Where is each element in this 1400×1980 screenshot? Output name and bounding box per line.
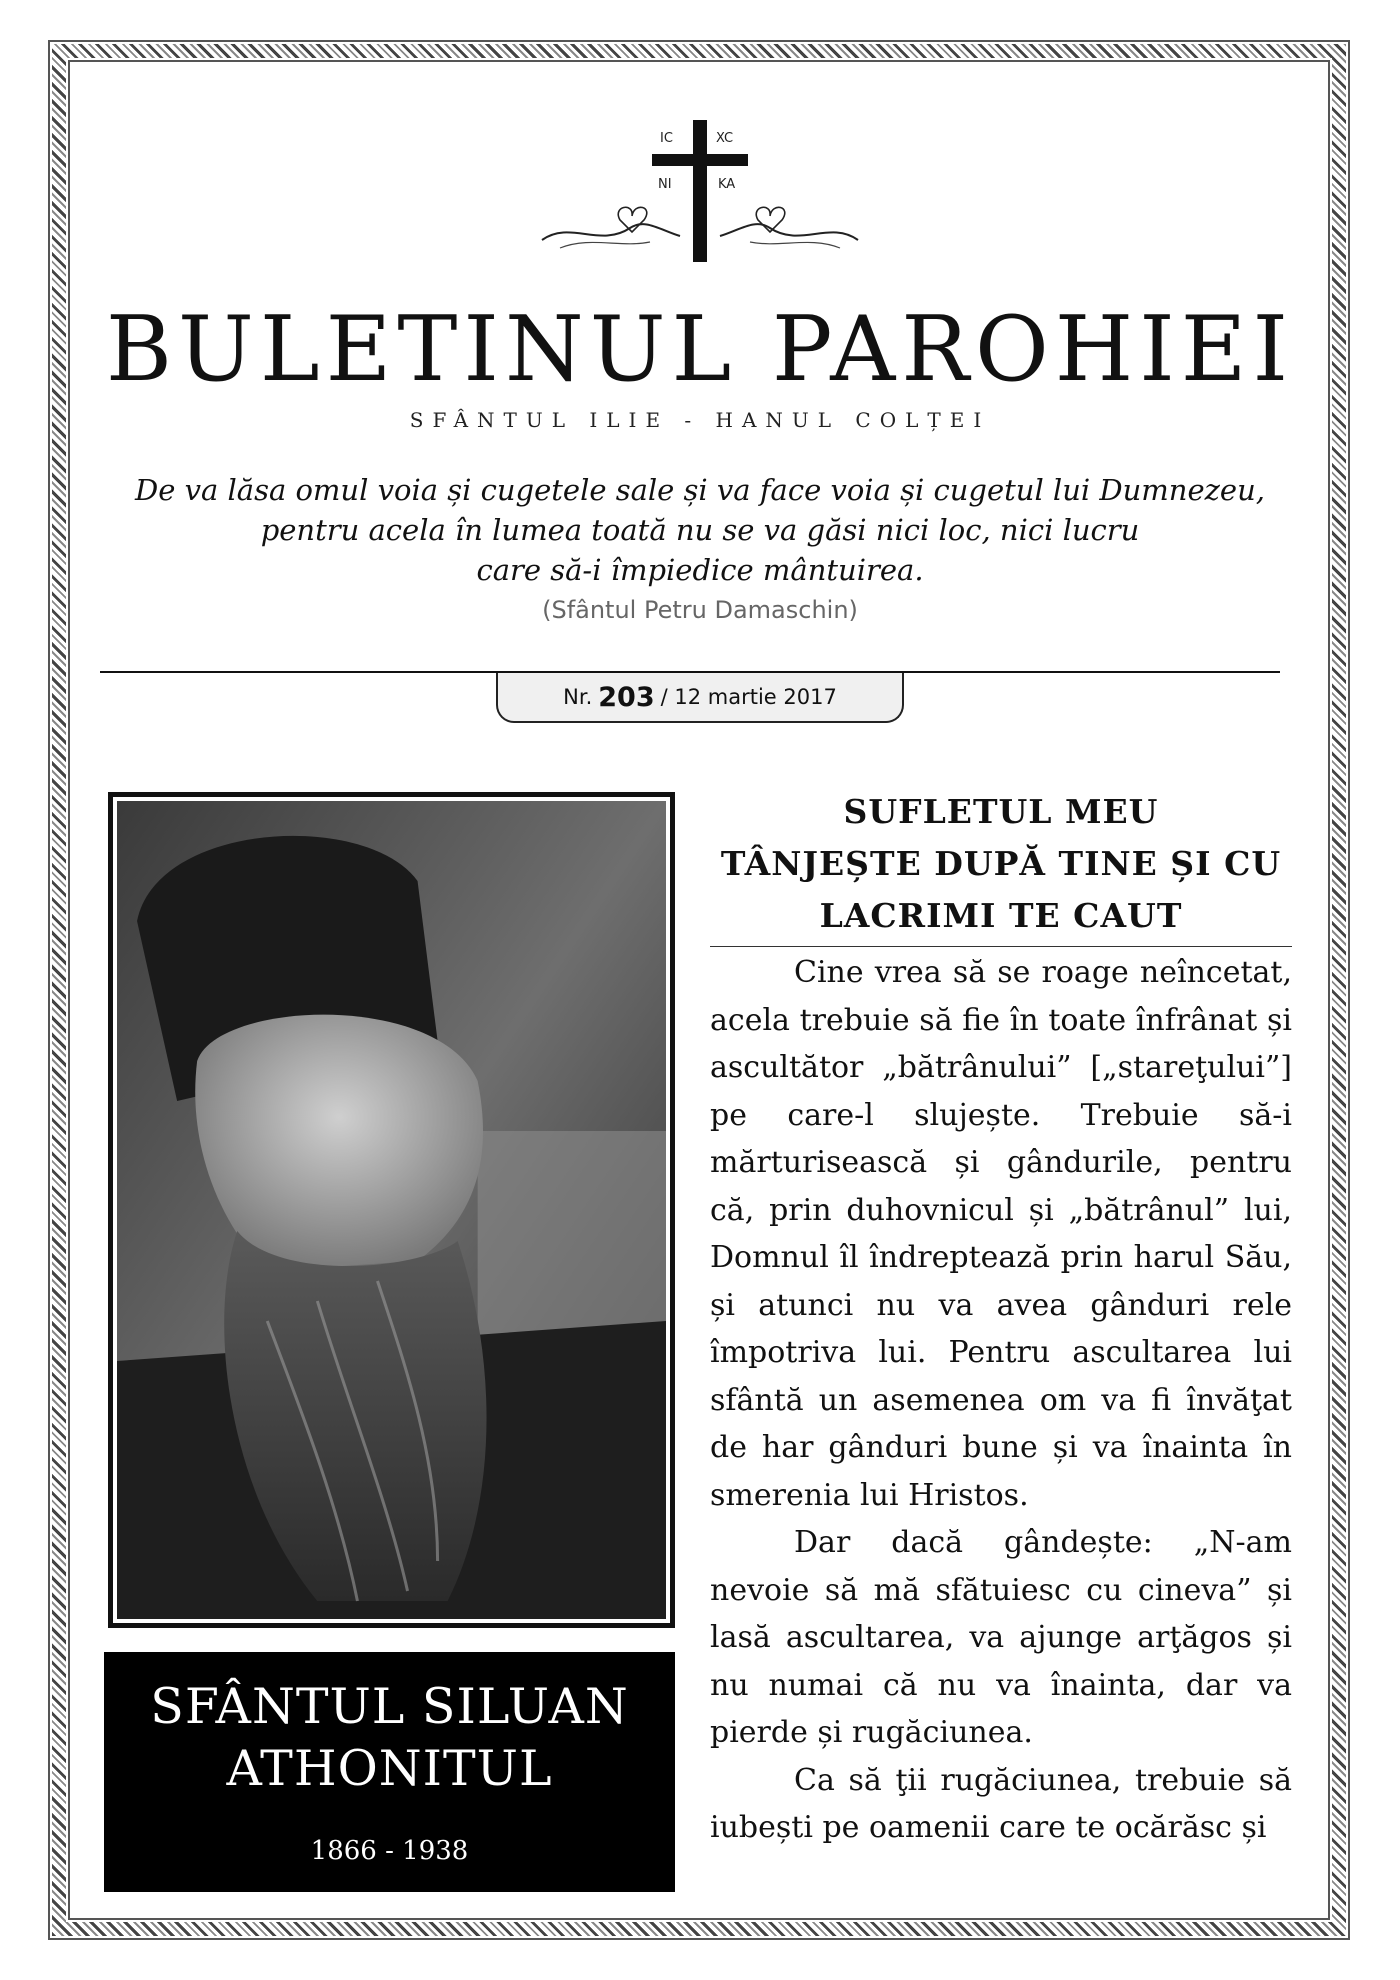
article-title-line: LACRIMI TE CAUT (819, 896, 1183, 935)
saint-portrait-frame (108, 792, 675, 1628)
bulletin-title: BULETINUL PAROHIEI (105, 297, 1295, 402)
saint-name-line: SFÂNTUL SILUAN (150, 1678, 629, 1735)
issue-info-tab (496, 673, 904, 723)
article-paragraph: Dar dacă gândește: „N-am nevoie să mă sfătuiesc cu cineva” și lasă ascultarea, va ajunge arţăgos și nu numai că nu va înainta, dar va pierde și rugăciunea. (710, 1525, 1292, 1750)
article-title (710, 786, 1292, 947)
saint-portrait-photo (117, 801, 666, 1619)
orthodox-cross-icon (540, 108, 860, 268)
quote-line: pentru acela în lumea toată nu se va găsi nici loc, nici lucru (260, 513, 1140, 547)
cross-label-ni: NI (658, 177, 672, 192)
article-title-line: TÂNJEȘTE DUPĂ TINE ȘI CU (720, 844, 1282, 883)
quote-line: De va lăsa omul voia și cugetele sale și va face voia și cugetul lui Dumnezeu, (135, 473, 1265, 507)
epigraph-quote (100, 470, 1300, 630)
cross-label-ka: KA (718, 177, 736, 192)
cross-label-xc: XC (716, 131, 734, 146)
issue-date: / 12 martie 2017 (660, 685, 837, 709)
quote-author: (Sfântul Petru Damaschin) (542, 596, 858, 624)
article (710, 786, 1292, 1852)
article-paragraph: Ca să ţii rugăciunea, trebuie să iubești pe oamenii care te ocărăsc și (710, 1762, 1292, 1845)
article-title-line: SUFLETUL MEU (843, 792, 1159, 831)
cross-label-ic: IC (660, 131, 673, 146)
bulletin-subtitle: SFÂNTUL ILIE - HANUL COLȚEI (409, 408, 991, 432)
saint-years: 1866 - 1938 (310, 1836, 469, 1866)
saint-name-line: ATHONITUL (226, 1740, 553, 1797)
issue-prefix: Nr. (563, 685, 593, 709)
saint-name-caption (104, 1652, 675, 1892)
quote-line: care să-i împiedice mântuirea. (476, 553, 924, 587)
article-paragraph: Cine vrea să se roage neîncetat, acela trebuie să fie în toate înfrânat și ascultător „bătrânului” [„stareţului”] pe care-l slujește. Trebuie să-i mărturisească și gândurile, pentru că, prin duhovnicul și „bătrânul” lui, Domnul îl îndreptează prin harul Său, și atunci nu va avea gânduri rele împotriva lui. Pentru ascultarea lui sfântă un asemenea om va fi învăţat de har gânduri bune și va înainta în smerenia lui Hristos. (710, 955, 1292, 1513)
article-body (710, 949, 1292, 1852)
issue-number: 203 (598, 681, 655, 713)
